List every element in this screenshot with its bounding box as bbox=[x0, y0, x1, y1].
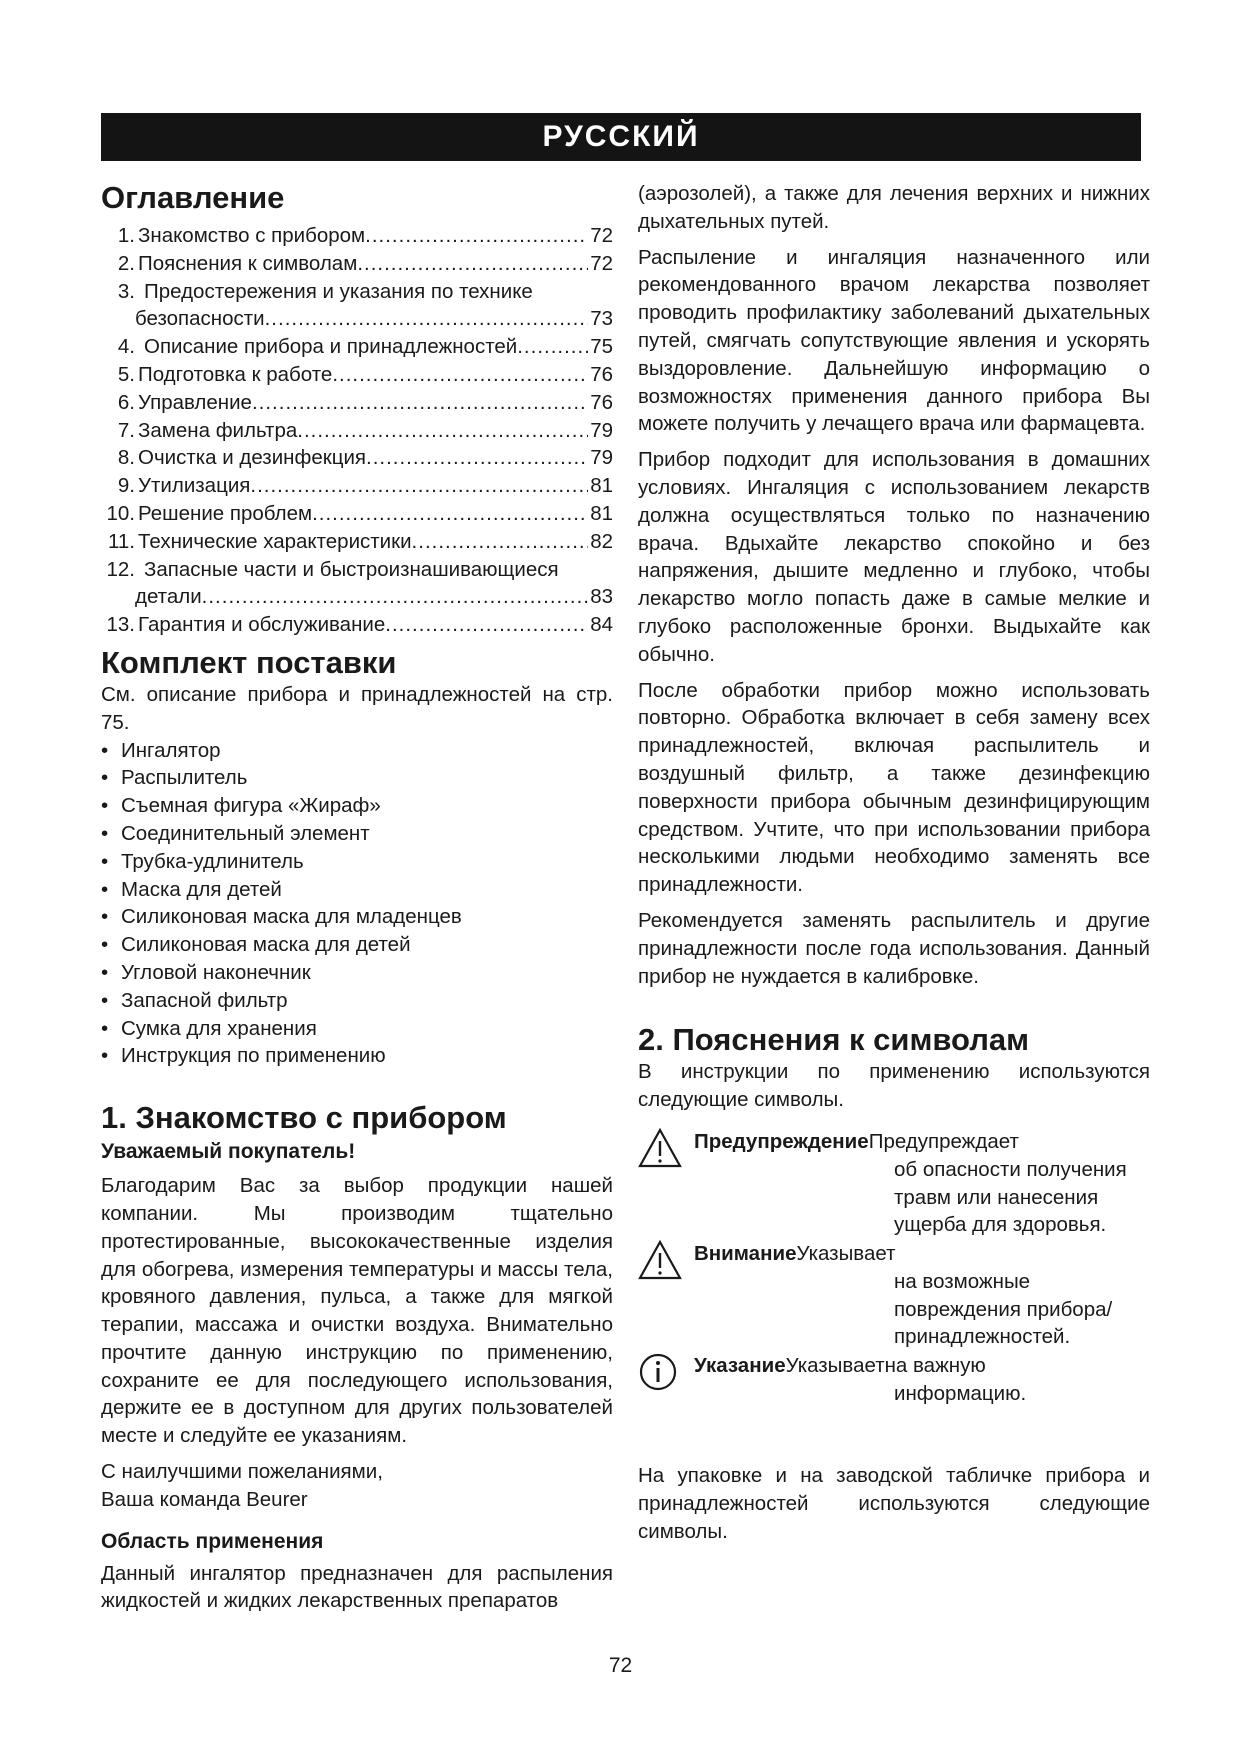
section-1-heading: 1. Знакомство с прибором bbox=[101, 1100, 507, 1136]
delivery-intro: См. описание прибора и принадлежностей на стр. 75. bbox=[101, 682, 613, 734]
page-number: 72 bbox=[608, 1654, 633, 1677]
section-2-heading: 2. Пояснения к символам bbox=[638, 1022, 1030, 1058]
toc-heading: Оглавление bbox=[101, 180, 285, 215]
right-column bbox=[638, 180, 1150, 1545]
symbol-note: УказаниеУказываетна важную информацию. bbox=[638, 1352, 1150, 1446]
list-item: • Трубка-удлинитель bbox=[101, 849, 304, 873]
toc-item[interactable]: 11. Технические характеристики ..... 82 bbox=[101, 528, 613, 556]
symbol-description: на возможные повреждения прибора/ принадлежностей. bbox=[894, 1269, 1113, 1349]
list-item: • Силиконовая маска для детей bbox=[101, 933, 411, 957]
list-item: • Маска для детей bbox=[101, 877, 282, 901]
list-item: • Ингалятор bbox=[101, 738, 221, 762]
list-item: • Запасной фильтр bbox=[101, 988, 288, 1012]
table-of-contents bbox=[101, 222, 613, 639]
info-circle-icon bbox=[638, 1352, 682, 1392]
paragraph: После обработки прибор можно использовать повторно. Обработка включает в себя замену всех принадлежностей, включая распылитель и воздушный фильтр, а также дезинфекцию поверхности прибора обычным дезинфицирующим средством. Учтите, что при использовании прибора несколькими людьми необходимо заменять все принадлежности. bbox=[638, 678, 1150, 897]
list-item: • Сумка для хранения bbox=[101, 1016, 317, 1040]
toc-item[interactable]: 7. Замена фильтра ..... 79 bbox=[101, 417, 613, 445]
toc-item[interactable]: 10. Решение проблем ..... 81 bbox=[101, 500, 613, 528]
left-column bbox=[101, 180, 613, 1615]
symbol-caution: ВниманиеУказывает на возможные повреждения прибора/ принадлежностей. bbox=[638, 1240, 1150, 1352]
caution-triangle-icon bbox=[638, 1240, 682, 1280]
symbol-description: информацию. bbox=[894, 1381, 1027, 1405]
list-item: • Распылитель bbox=[101, 766, 248, 790]
intro-paragraph: Благодарим Вас за выбор продукции нашей компании. Мы производим тщательно протестированные, высококачественные изделия для обогрева, измерения температуры и массы тела, кровяного давления, пульса, а также для мягкой терапии, массажа и очистки воздуха. Внимательно прочтите данную инструкцию по применению, сохраните ее для последующего использования, держите ее в доступном для других пользователей месте и следуйте ее указаниям. bbox=[101, 1174, 613, 1448]
toc-item[interactable]: 4. Описание прибора и принадлежностей ..... 75 bbox=[101, 333, 613, 361]
delivery-list bbox=[101, 737, 613, 1071]
list-item: • Угловой наконечник bbox=[101, 960, 311, 984]
paragraph: (аэрозолей), а также для лечения верхних и нижних дыхательных путей. bbox=[638, 182, 1150, 233]
symbol-warning: ПредупреждениеПредупреждает об опасности получения травм или нанесения ущерба для здоровья. bbox=[638, 1128, 1150, 1240]
symbols-intro: В инструкции по применению используются следующие символы. bbox=[638, 1060, 1150, 1112]
symbol-label: Внимание bbox=[694, 1241, 797, 1265]
paragraph: Распыление и ингаляция назначенного или рекомендованного врачом лекарства позволяет проводить профилактику заболеваний дыхательных путей, смягчать сопутствующие явления и ускорять выздоровление. Дальнейшую информацию о возможностях применения данного прибора Вы можете получить у лечащего врача или фармацевта. bbox=[638, 245, 1150, 436]
paragraph: Рекомендуется заменять распылитель и другие принадлежности после года использования. Данный прибор не нуждается в калибровке. bbox=[638, 908, 1150, 988]
warning-triangle-icon bbox=[638, 1128, 682, 1168]
symbol-description: об опасности получения травм или нанесения ущерба для здоровья. bbox=[894, 1157, 1127, 1237]
toc-item[interactable]: 2. Пояснения к символам ..... 72 bbox=[101, 250, 613, 278]
list-item: • Силиконовая маска для младенцев bbox=[101, 905, 462, 929]
usage-area-text: Данный ингалятор предназначен для распыления жидкостей и жидких лекарственных препаратов bbox=[101, 1561, 613, 1613]
greeting: Уважаемый покупатель! bbox=[101, 1140, 356, 1164]
language-banner: РУССКИЙ bbox=[101, 113, 1141, 161]
signature-line: Ваша команда Beurer bbox=[101, 1487, 308, 1511]
toc-item[interactable]: 13. Гарантия и обслуживание ..... 84 bbox=[101, 611, 613, 639]
paragraph: Прибор подходит для использования в домашних условиях. Ингаляция с использованием лекарств должна осуществляться только по назначению врача. Вдыхайте лекарство спокойно и без напряжения, дышите медленно и глубоко, чтобы лекарство могло попасть даже в самые мелкие и глубоко расположенные бронхи. Выдыхайте как обычно. bbox=[638, 448, 1150, 666]
toc-item[interactable]: 1. Знакомство с прибором ..... 72 bbox=[101, 222, 613, 250]
toc-item[interactable]: 6. Управление ..... 76 bbox=[101, 389, 613, 417]
list-item: • Соединительный элемент bbox=[101, 821, 370, 845]
symbols-footer: На упаковке и на заводской табличке прибора и принадлежностей используются следующие символы. bbox=[638, 1463, 1150, 1543]
usage-area-heading: Область применения bbox=[101, 1529, 324, 1553]
list-item: • Инструкция по применению bbox=[101, 1044, 386, 1068]
list-item: • Съемная фигура «Жираф» bbox=[101, 794, 381, 818]
toc-item[interactable]: 8. Очистка и дезинфекция ..... 79 bbox=[101, 444, 613, 472]
closing-line: С наилучшими пожеланиями, bbox=[101, 1460, 383, 1484]
symbol-label: Указание bbox=[694, 1353, 786, 1377]
toc-item[interactable]: 12. Запасные части и быстроизнашивающиеся детали ..... 83 bbox=[101, 556, 613, 612]
delivery-heading: Комплект поставки bbox=[101, 644, 397, 680]
toc-item[interactable]: 9. Утилизация ..... 81 bbox=[101, 472, 613, 500]
toc-item[interactable]: 3. Предостережения и указания по технике безопасности ..... 73 bbox=[101, 278, 613, 334]
symbol-label: Предупреждение bbox=[694, 1129, 869, 1153]
toc-item[interactable]: 5. Подготовка к работе ..... 76 bbox=[101, 361, 613, 389]
